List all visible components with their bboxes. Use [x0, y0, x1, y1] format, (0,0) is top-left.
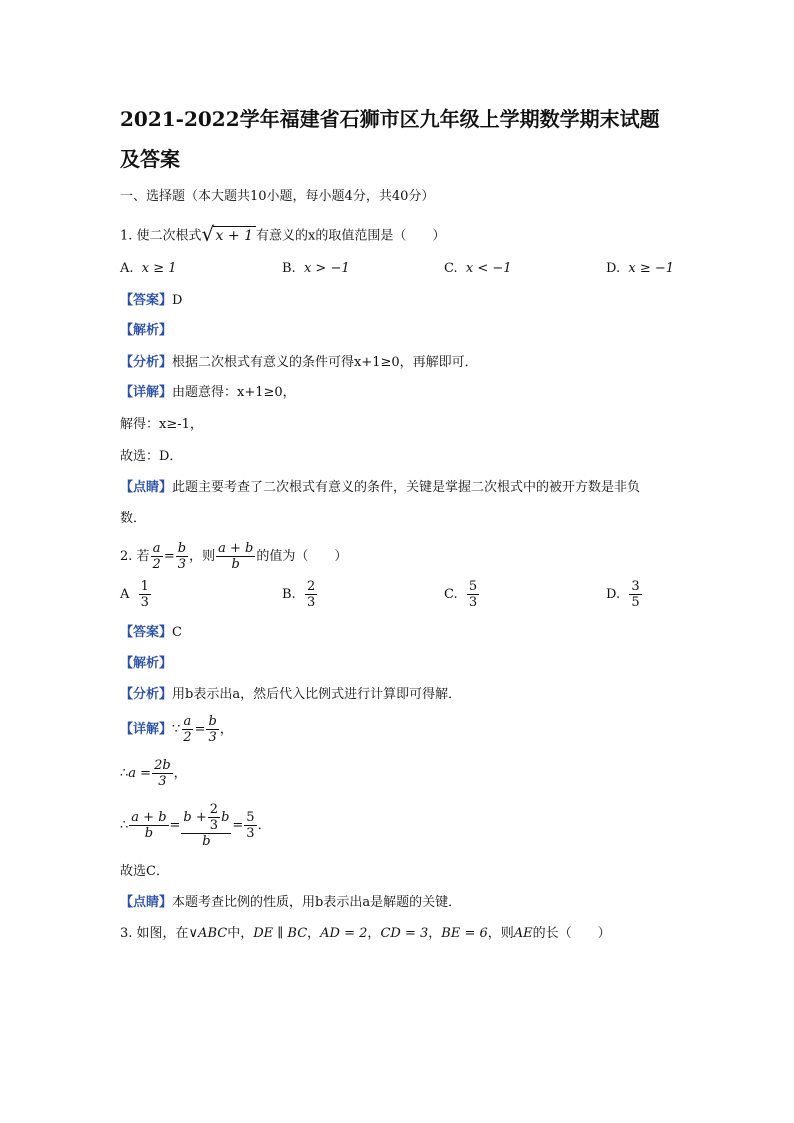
- q1-solve: 解得：x≥-1，: [120, 417, 203, 432]
- q1-dianjing-cont: 数．: [120, 511, 147, 526]
- q2-option-d: D. $\frac{3}{5}$: [606, 579, 640, 610]
- q2-frac-b3: $\frac{b}{3}$: [177, 541, 187, 572]
- q1-stem-pre: 1. 使二次根式: [120, 228, 202, 244]
- q1-option-a: A. x ≥ 1: [120, 261, 177, 276]
- q2-option-b: B. $\frac{2}{3}$: [282, 579, 316, 610]
- q1-dianjing: 【点睛】此题主要考查了二次根式有意义的条件，关键是掌握二次根式中的被开方数是非负: [120, 480, 641, 495]
- q1-radicand: x + 1: [213, 226, 256, 245]
- q2-option-a: A $\frac{1}{3}$: [120, 579, 149, 610]
- q1-xiangjie: 【详解】由题意得：x+1≥0，: [120, 385, 296, 400]
- q1-option-c: C. x < −1: [444, 261, 512, 276]
- q1-answer: 【答案】D: [120, 293, 183, 308]
- q2-choose: 故选C．: [120, 864, 169, 879]
- q2-xiangjie: 【详解】∵ $\frac{a}{2}$ = $\frac{b}{3}$ ，: [120, 714, 233, 745]
- q1-stem: [120, 222, 446, 246]
- q2-jiexi: 【解析】: [120, 656, 173, 671]
- q1-jiexi: 【解析】: [120, 323, 173, 338]
- q2-compute: ∴ $\frac{a + b}{b}$ = b + $\frac{2}{3}$ b b = $\frac{5}{3}$ ．: [120, 802, 271, 849]
- q2-dianjing: 【点睛】本题考查比例的性质，用b表示出a是解题的关键．: [120, 895, 462, 910]
- q1-sqrt: √ x + 1: [202, 226, 256, 246]
- q2-a-eq: ∴a = $\frac{2b}{3}$ ，: [120, 758, 187, 789]
- q1-stem-post: 有意义的x的取值范围是（ ）: [255, 228, 446, 244]
- q2-option-c: C. $\frac{5}{3}$: [444, 579, 478, 610]
- q1-fenxi: 【分析】根据二次根式有意义的条件可得x+1≥0，再解即可．: [120, 355, 478, 370]
- q2-frac-a2: $\frac{a}{2}$: [152, 541, 161, 572]
- q2-fenxi: 【分析】用b表示出a，然后代入比例式进行计算即可得解．: [120, 687, 462, 702]
- section-heading: 一、选择题（本大题共10小题，每小题4分，共40分）: [120, 189, 435, 204]
- document-title-line1: 2021-2022学年福建省石狮市区九年级上学期数学期末试题: [120, 107, 660, 131]
- q3-stem: 3. 如图，在∨ABC中，DE ∥ BC，AD = 2，CD = 3，BE = 6，则AE的长（ ）: [120, 926, 611, 941]
- q2-answer: 【答案】C: [120, 625, 182, 640]
- q1-choose: 故选：D．: [120, 449, 183, 464]
- document-title-line2: 及答案: [120, 147, 180, 171]
- q1-option-b: B. x > −1: [282, 261, 350, 276]
- q2-stem: 2. 若 $\frac{a}{2}$ = $\frac{b}{3}$ ，则 $\frac{a + b}{b}$ 的值为（ ）: [120, 541, 348, 572]
- q2-complex-frac: b + $\frac{2}{3}$ b b: [183, 802, 230, 849]
- q2-frac-apb-b: $\frac{a + b}{b}$: [218, 541, 254, 572]
- q1-option-d: D. x ≥ −1: [606, 261, 675, 276]
